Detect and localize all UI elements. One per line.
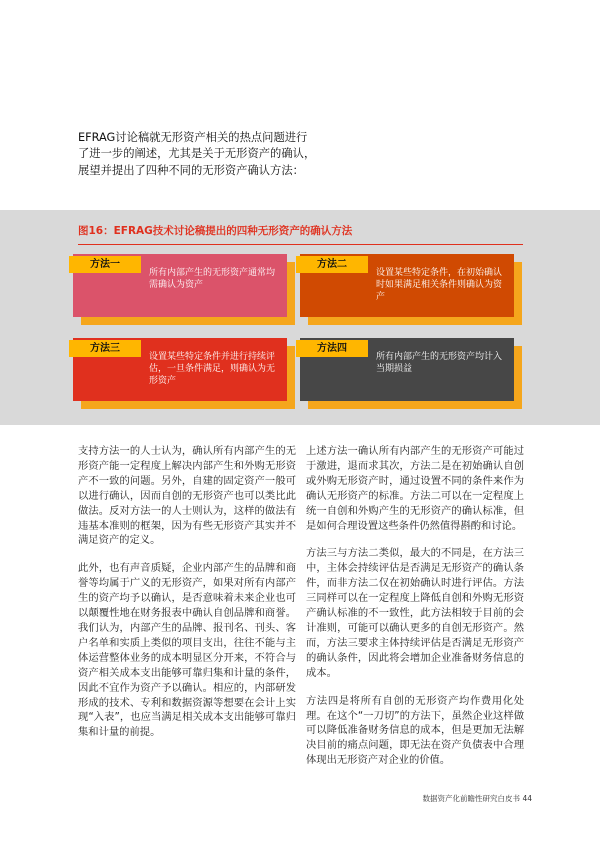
method-description: 设置某些特定条件，在初始确认时如果满足相关条件则确认为资产 xyxy=(376,268,503,302)
method-description: 所有内部产生的无形资产通常均需确认为资产 xyxy=(149,268,276,290)
page-footer: 数据资产化前瞻性研究白皮书 44 xyxy=(422,794,532,803)
intro-paragraph: EFRAG讨论稿就无形资产相关的热点问题进行了进一步的阐述，尤其是关于无形资产的确认，展望并提出了四种不同的无形资产确认方法： xyxy=(78,131,316,177)
method-label: 方法四 xyxy=(296,340,368,357)
method-label: 方法三 xyxy=(69,340,141,357)
body-right-column xyxy=(306,444,524,781)
method-description: 设置某些特定条件并进行持续评估，一旦条件满足，则确认为无形资产 xyxy=(149,352,276,386)
method-description: 所有内部产生的无形资产均计入当期损益 xyxy=(376,352,503,374)
body-paragraph: 此外，也有声音质疑，企业内部产生的品牌和商誉等均属于广义的无形资产，如果对所有内部产生的资产均予以确认，是否意味着未来企业也可以颠覆性地在财务报表中确认自创品牌和商誉。我们认为，内部产生的品牌、报刊名、刊头、客户名单和实质上类似的项目支出，往往不能与主体运营整体业务的成本明显区分开来，不符合与资产相关成本支出能够可靠归集和计量的条件，因此不宜作为资产予以确认。相应的，内部研发形成的技术、专利和数据资源等想要在会计上实现“入表”，也应当满足相关成本支出能够可靠归集和计量的前提。 xyxy=(78,562,296,739)
body-paragraph: 上述方法一确认所有内部产生的无形资产可能过于激进，退而求其次，方法二是在初始确认自创或外购无形资产时，通过设置不同的条件来作为确认无形资产的标准。方法二可以在一定程度上统一自创和外购产生的无形资产的确认标准，但是如何合理设置这些条件仍然值得斟酌和讨论。 xyxy=(306,445,524,532)
figure-title: 图16：EFRAG技术讨论稿提出的四种无形资产的确认方法 xyxy=(78,223,523,245)
body-left-column xyxy=(78,444,296,753)
method-card-2 xyxy=(300,254,514,317)
body-paragraph: 支持方法一的人士认为，确认所有内部产生的无形资产能一定程度上解决内部产生和外购无形资产不一致的问题。另外，自建的固定资产一般可以进行确认，因而自创的无形资产也可以类比此做法。反对方法一的人士则认为，这样的做法有违基本准则的框架，因为有些无形资产其实并不满足资产的定义。 xyxy=(78,445,296,547)
method-card-4 xyxy=(300,338,514,401)
method-label: 方法一 xyxy=(69,256,141,273)
method-label: 方法二 xyxy=(296,256,368,273)
method-card-3 xyxy=(73,338,287,401)
method-card-1 xyxy=(73,254,287,317)
body-paragraph: 方法四是将所有自创的无形资产均作费用化处理。在这个“一刀切”的方法下，虽然企业这样做可以降低准备财务信息的成本，但是更加无法解决目前的痛点问题，即无法在资产负债表中合理体现出无形资产对企业的价值。 xyxy=(306,694,524,767)
body-paragraph: 方法三与方法二类似，最大的不同是，在方法三中，主体会持续评估是否满足无形资产的确认条件，而非方法二仅在初始确认时进行评估。方法三同样可以在一定程度上降低自创和外购无形资产确认标准的不一致性，此方法相较于目前的会计准则，可能可以确认更多的自创无形资产。然而，方法三要求主体持续评估是否满足无形资产的确认条件，因此将会增加企业准备财务信息的成本。 xyxy=(306,547,524,679)
